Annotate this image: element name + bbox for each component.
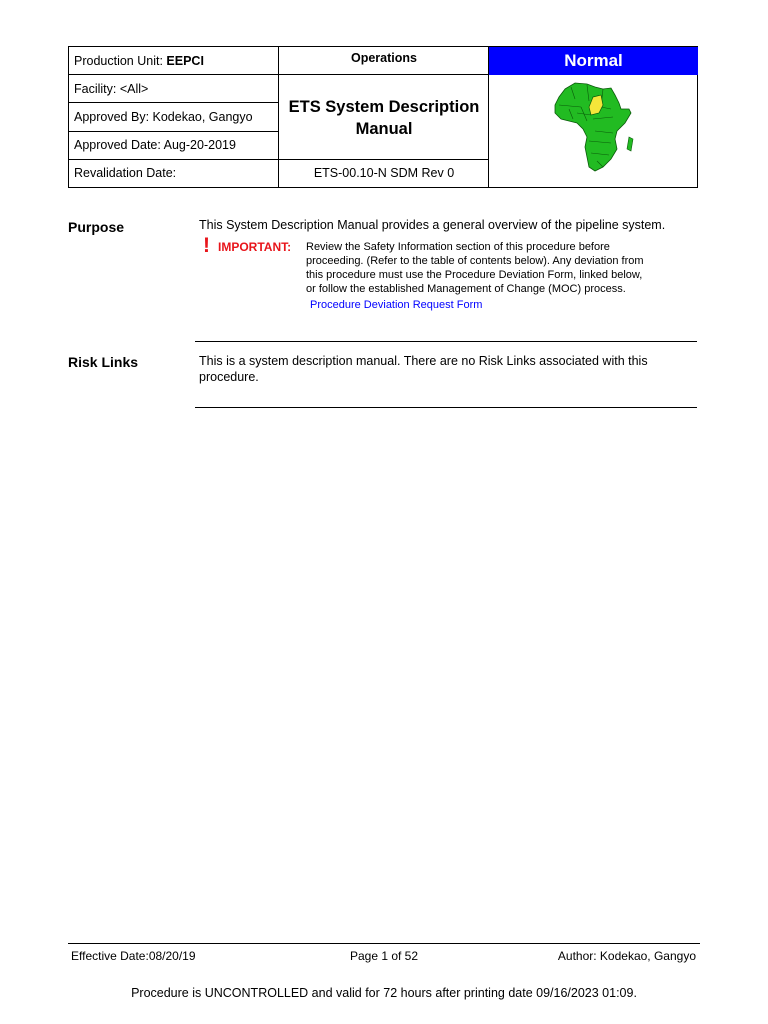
footer-page-number: Page 1 of 52 [349, 949, 419, 963]
production-unit-value: EEPCI [166, 54, 204, 68]
document-number: ETS-00.10-N SDM Rev 0 [313, 166, 455, 180]
divider [69, 74, 279, 75]
production-unit-label: Production Unit: [74, 54, 167, 68]
header-table [68, 46, 698, 188]
important-line: or follow the established Management of Change (MOC) process. [306, 283, 626, 295]
document-title [279, 96, 489, 140]
exclamation-icon: ! [203, 234, 210, 257]
footer-author: Author: Kodekao, Gangyo [557, 949, 696, 963]
revalidation-date: Revalidation Date: [74, 166, 177, 180]
footer-uncontrolled-note: Procedure is UNCONTROLLED and valid for 72 hours after printing date 09/16/2023 01:09. [131, 986, 637, 1000]
important-line: this procedure must use the Procedure Deviation Form, linked below, [306, 269, 643, 281]
title-line-1: ETS System Description [288, 98, 480, 116]
purpose-heading: Purpose [68, 219, 125, 235]
divider [69, 102, 279, 103]
important-line: Review the Safety Information section of this procedure before [306, 241, 610, 253]
approved-date: Approved Date: Aug-20-2019 [74, 138, 236, 152]
africa-map-icon [551, 79, 635, 175]
section-divider [195, 407, 697, 408]
risk-links-heading: Risk Links [68, 354, 139, 370]
divider [69, 131, 279, 132]
divider [279, 74, 489, 75]
risk-links-line: This is a system description manual. There are no Risk Links associated with this [199, 354, 648, 368]
footer-effective-date: Effective Date:08/20/19 [71, 949, 196, 963]
procedure-deviation-link[interactable]: Procedure Deviation Request Form [310, 299, 483, 311]
section-divider [195, 341, 697, 342]
risk-links-text [199, 353, 648, 385]
approved-by: Approved By: Kodekao, Gangyo [74, 110, 253, 124]
operations-label: Operations [351, 51, 417, 65]
important-label: IMPORTANT: [218, 240, 292, 254]
important-text [306, 240, 676, 296]
footer-divider [68, 943, 700, 944]
facility: Facility: <All> [74, 82, 149, 96]
purpose-text: This System Description Manual provides a general overview of the pipeline system. [199, 218, 666, 232]
divider [69, 159, 489, 160]
status-badge: Normal [489, 47, 698, 75]
title-line-2: Manual [355, 120, 413, 138]
production-unit [74, 54, 204, 68]
important-line: proceeding. (Refer to the table of contents below). Any deviation from [306, 255, 644, 267]
risk-links-line: procedure. [199, 370, 259, 384]
